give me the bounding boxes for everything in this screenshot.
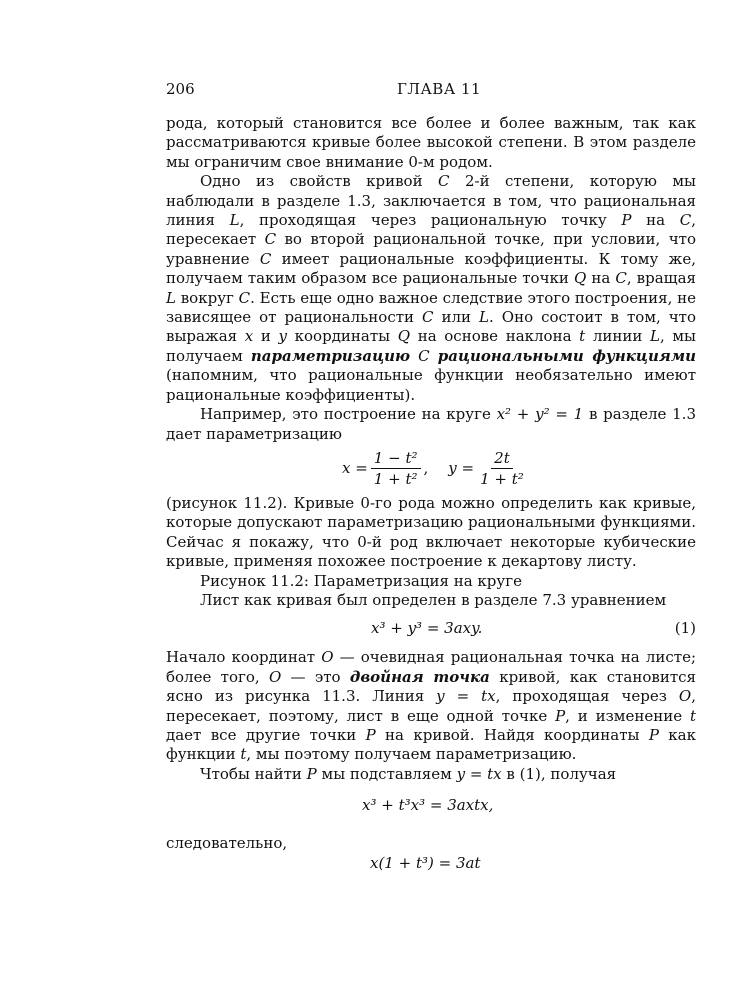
math: L [479,308,490,327]
equation-result [166,854,696,884]
math: y = [448,459,475,478]
text: линии [585,327,650,346]
math: y [278,327,288,346]
text: Например, это построение на круге [200,405,497,424]
text: на кривой. Найдя координаты [375,725,649,744]
text: на основе наклона [410,327,580,346]
math: C [679,211,692,230]
paragraph-3 [166,405,696,444]
math: x² + y² = 1 [496,405,584,424]
denominator: 1 + t² [480,470,524,489]
text: на [631,211,680,230]
emphasis: параметризацию [250,346,411,365]
text [430,347,438,365]
comma: , [423,459,429,478]
text: мы подставляем [316,764,457,783]
math: t [689,706,696,725]
math: O [268,667,282,686]
math: P [621,211,632,230]
math: O [678,687,692,706]
text: . Оно состоит в том, что выражая [166,308,697,346]
math: P [306,764,317,783]
equation-expression: x³ + t³x³ = 3axtx, [362,796,494,815]
running-head: ГЛАВА 11 [397,80,482,98]
fraction [477,449,527,488]
text: Начало координат [166,648,322,667]
math: C [264,230,277,249]
text: , проходящая через [495,687,679,706]
text: . Есть еще одно важное следствие этого построения, не зависящее от рациональности [166,288,696,327]
text: вокруг [175,288,239,307]
paragraph-1: рода, который становится все более и более важным, так как рассматриваются кривые более высокой степени. В этом разделе мы ограничим свое внимание 0-м родом. [166,114,696,171]
math: P [365,725,376,744]
math: P [555,706,566,725]
text: Одно из свойств кривой [200,172,439,191]
math: P [648,725,659,744]
text: , вращая [626,269,697,288]
paragraph-7 [166,765,696,784]
text: в (1), получая [501,764,617,783]
equation-number: (1) [674,619,696,638]
equation-expression: x³ + y³ = 3axy. [371,619,483,638]
math: C [438,172,450,191]
paragraph-5: Лист как кривая был определен в разделе 7.3 уравнением [200,590,667,609]
text: дает все другие точки [166,725,366,744]
paragraph-4: (рисунок 11.2). Кривые 0-го рода можно определить как кривые, которые допускают параметризацию рациональными функциями. Сейчас я покажу, что 0-й род включает некоторые кубические кривые, применяя похожее построение к декартову листу. [166,493,696,571]
page-number: 206 [166,80,195,98]
equation-expression: x(1 + t³) = 3at [370,853,481,872]
text: , мы поэтому получаем параметризацию. [246,745,577,764]
paragraph-6 [166,648,696,764]
text [410,347,418,365]
math: Q [573,269,587,288]
equation-1 [166,610,696,648]
equation-substitution [166,784,696,826]
fraction [371,449,421,488]
text: на [586,269,616,288]
math: O [321,648,334,667]
text: Чтобы найти [200,764,307,783]
formula-parametrization [166,446,696,492]
math: L [649,327,660,346]
denominator: 1 + t² [373,470,418,489]
paragraph-8: следовательно, [166,834,288,853]
text: или [433,308,480,327]
text: , проходящая через рациональную точку [239,211,622,230]
text: во второй рациональной точке, при условии, что уравнение [166,230,696,268]
text: 2-й степени, которую мы наблюдали в разделе 1.3, заключается в том, что рациональная линия [166,172,696,230]
math: C [615,269,627,288]
text: как функции [166,725,696,764]
text: кривой, как становится ясно из рисунка 11.3. Линия [166,667,696,706]
math: L [229,211,240,230]
math: y = tx [436,687,496,706]
text: , мы получаем [166,327,696,365]
emphasis: двойная точка [349,667,490,686]
math: Q [397,327,411,346]
body-text [166,114,696,884]
text: , пересекает, поэтому, лист в еще одной точке [166,687,696,725]
text: имеет рациональные коэффициенты. К тому же, получаем таким образом все рациональные точки [166,249,696,288]
text: (напомним, что рациональные функции необязательно имеют рациональные коэффициенты). [166,366,696,404]
math: x = [342,459,368,478]
math: C [418,346,430,365]
text: в разделе 1.3 дает параметризацию [166,405,696,443]
math: C [422,308,434,327]
text: — очевидная рациональная точка на листе; более того, [166,648,696,686]
text: , пересекает [166,211,696,249]
numerator: 2t [491,449,513,469]
text: — это [281,667,350,686]
math: t [240,745,247,764]
text: координаты [287,327,398,346]
figure-caption: Рисунок 11.2: Параметризация на круге [200,571,522,590]
emphasis: рациональными функциями [437,346,696,365]
paragraph-2 [166,172,696,405]
text: , и изменение [565,706,690,725]
numerator: 1 − t² [371,449,421,469]
page-header [166,80,696,102]
math: C [238,288,251,307]
math: x [244,327,254,346]
math: C [259,249,272,268]
math: L [166,288,176,307]
math: t [579,327,586,346]
math: y = tx [456,764,502,783]
text: и [253,327,279,346]
